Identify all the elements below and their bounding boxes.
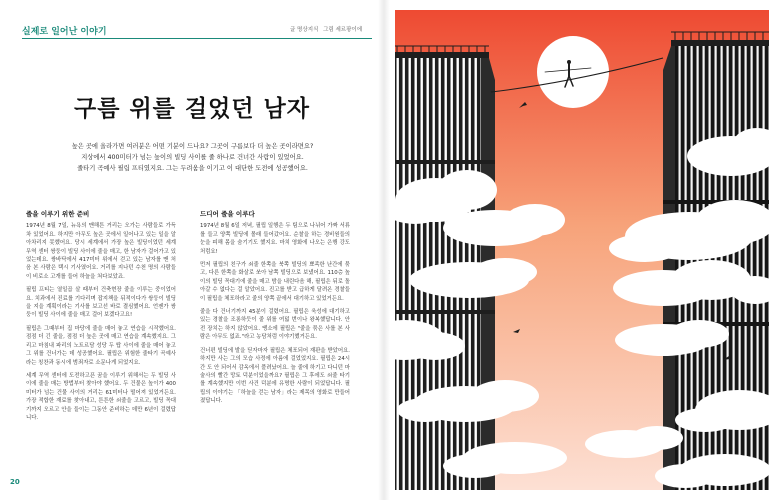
credit-artist: 그림 세르팡이에	[323, 27, 363, 33]
column-1-heading: 줄을 이루기 위한 준비	[26, 210, 90, 218]
page-gutter	[378, 0, 390, 500]
intro-line: 줄타기 곡예사 필립 프티였지요. 그는 두려움을 이기고 이 대단한 도전에 성공했어요.	[77, 165, 308, 172]
section-rule	[22, 38, 372, 39]
intro-line: 지상에서 400미터가 넘는 높이의 빌딩 사이를 줄 하나로 건너간 사람이 있었어요.	[81, 154, 304, 161]
credit-writer: 글 명상지식	[290, 27, 319, 33]
page-number: 20	[10, 478, 20, 486]
article-intro	[40, 141, 345, 174]
right-page	[384, 0, 769, 500]
intro-line: 높은 곳에 올라가면 여러분은 어떤 기분이 드나요? 그곳이 구름보다 더 높은 곳이라면요?	[71, 143, 314, 150]
paragraph: 1974년 8월 6일 저녁, 필립 일행은 두 팀으로 나뉘어 가짜 서류를 들고 양쪽 빌딩에 몰래 들어갔어요. 순찰을 하는 경비원들의 눈을 피해 몸을 숨기기도 했지요. 마치 영화에 나오는 은행 강도처럼요!	[200, 223, 350, 255]
paragraph: 먼저 필립의 친구가 쇠줄 한쪽을 북쪽 빌딩의 뾰족한 난간에 묶고, 다른 한쪽을 화살로 쏘아 남쪽 빌딩으로 보냈어요. 110층 높이의 빌딩 꼭대기에 줄을 매고 밤을 내린다음 해, 필립은 뒤로 돌아갈 수 없다는 걸 알았어요. 진고를 받고 급하게 달려온 경찰들이 필립을 체포하라고 줄의 양쪽 끝에서 대기하고 있었거든요.	[200, 262, 350, 302]
left-page	[0, 0, 384, 500]
column-2	[200, 210, 350, 411]
paragraph: 줄을 다 건너기까지 45분이 걸렸어요. 필립은 욱성에 대기하고 있는 경찰을 조롱하듯이 줄 위를 여덟 번이나 왕복했답니다. 안전 장치는 하지 않았어요. 땡소에 필립은 "줄을 묶은 사를 본 사람은 아무도 없죠."라고 농담처럼 이야기했거든요.	[200, 309, 350, 341]
section-label: 실제로 일어난 이야기	[22, 27, 107, 37]
credits	[290, 25, 365, 33]
column-2-heading: 드디어 줄을 이루다	[200, 210, 255, 218]
article-title: 구름 위를 걸었던 남자	[74, 95, 310, 122]
paragraph: 필립은 그때부터 집 마당에 줄을 매어 놓고 연습을 시작했어요. 점점 더 긴 줄을, 점점 더 높은 곳에 매고 연습을 계속했지요. 그리고 마침내 파리의 노트르담 성당 두 탑 사이에 줄을 매어 놓고 그 위를 건너가는 데 성공했어요. 필립은 위험한 줄타기 곡예사라는 칭찬과 동시에 범죄자로 소문나게 되었지요.	[26, 325, 176, 366]
paragraph: 필립 프티는 열일곱 살 때부터 건축현장 줄을 이루는 중이었어요. 치과에서 진료를 기다리며 잡지책을 뒤적이다가 쌍둥이 빌딩을 지을 계획이라는 기사를 보고선 바로 결심했어요. 언젠가 쌍둥이 빌딩 사이에 줄을 매고 걸어 보겠다고요!	[26, 287, 176, 319]
paragraph: 건너편 빌딩에 발을 딛자마자 필립은 체포되어 재판을 받았어요. 하지만 사는 그의 모습 사정에 아름에 걸었었지요. 필립은 24시간 도 안 되어서 감옥에서 풀려났어요. 늘 줄에 하기고 다니던 마술사의 빨간 망토 덕분이었을까요? 필립은 그 후에도 쇠줄 타기를 계속했지만 이번 사건 덕분에 유명한 사람이 되었답니다. 필립의 이야기는 「하늘을 걷는 남자」라는 제목의 영화로 만들어졌답니다.	[200, 347, 350, 405]
column-1	[26, 210, 176, 427]
paragraph: 세계 무역 센터에 도전하고픈 꿈을 이루기 위해서는 두 빌딩 사이에 줄을 매는 방법부터 찾아야 했어요. 두 건물은 높이가 400미터가 넘는 건물 사이의 거리는 61미터나 떨어져 있었거든요. 가장 적합한 재료를 찾아내고, 튼튼한 쇠줄을 고르고, 빌딩 꼭대기까지 오르고 안을 들이는 그동안 준비하는 데만 6년이 걸렸답니다.	[26, 372, 176, 421]
tightrope-illustration	[395, 10, 769, 490]
paragraph: 1974년 8월 7일, 뉴욕의 맨해튼 거리는 오가는 사람들로 가득 차 있었어요. 하지만 아무도 높은 곳에서 일어나고 있는 일을 알아차리지 못했어요. 당시 세계에서 가장 높은 빌딩이었던 세계 무역 센터 쌍둥이 빌딩 사이에 줄을 매고, 한 남자가 걸어가고 있었는데요. 쌍바닥에서 417미터 위에서 걷고 있는 남자를 맨 처음 본 사람은 택시 기사였어요. 거리를 지나던 수천 명의 사람들이 비로소 고개를 들어 하늘을 쳐다보았죠.	[26, 223, 176, 280]
